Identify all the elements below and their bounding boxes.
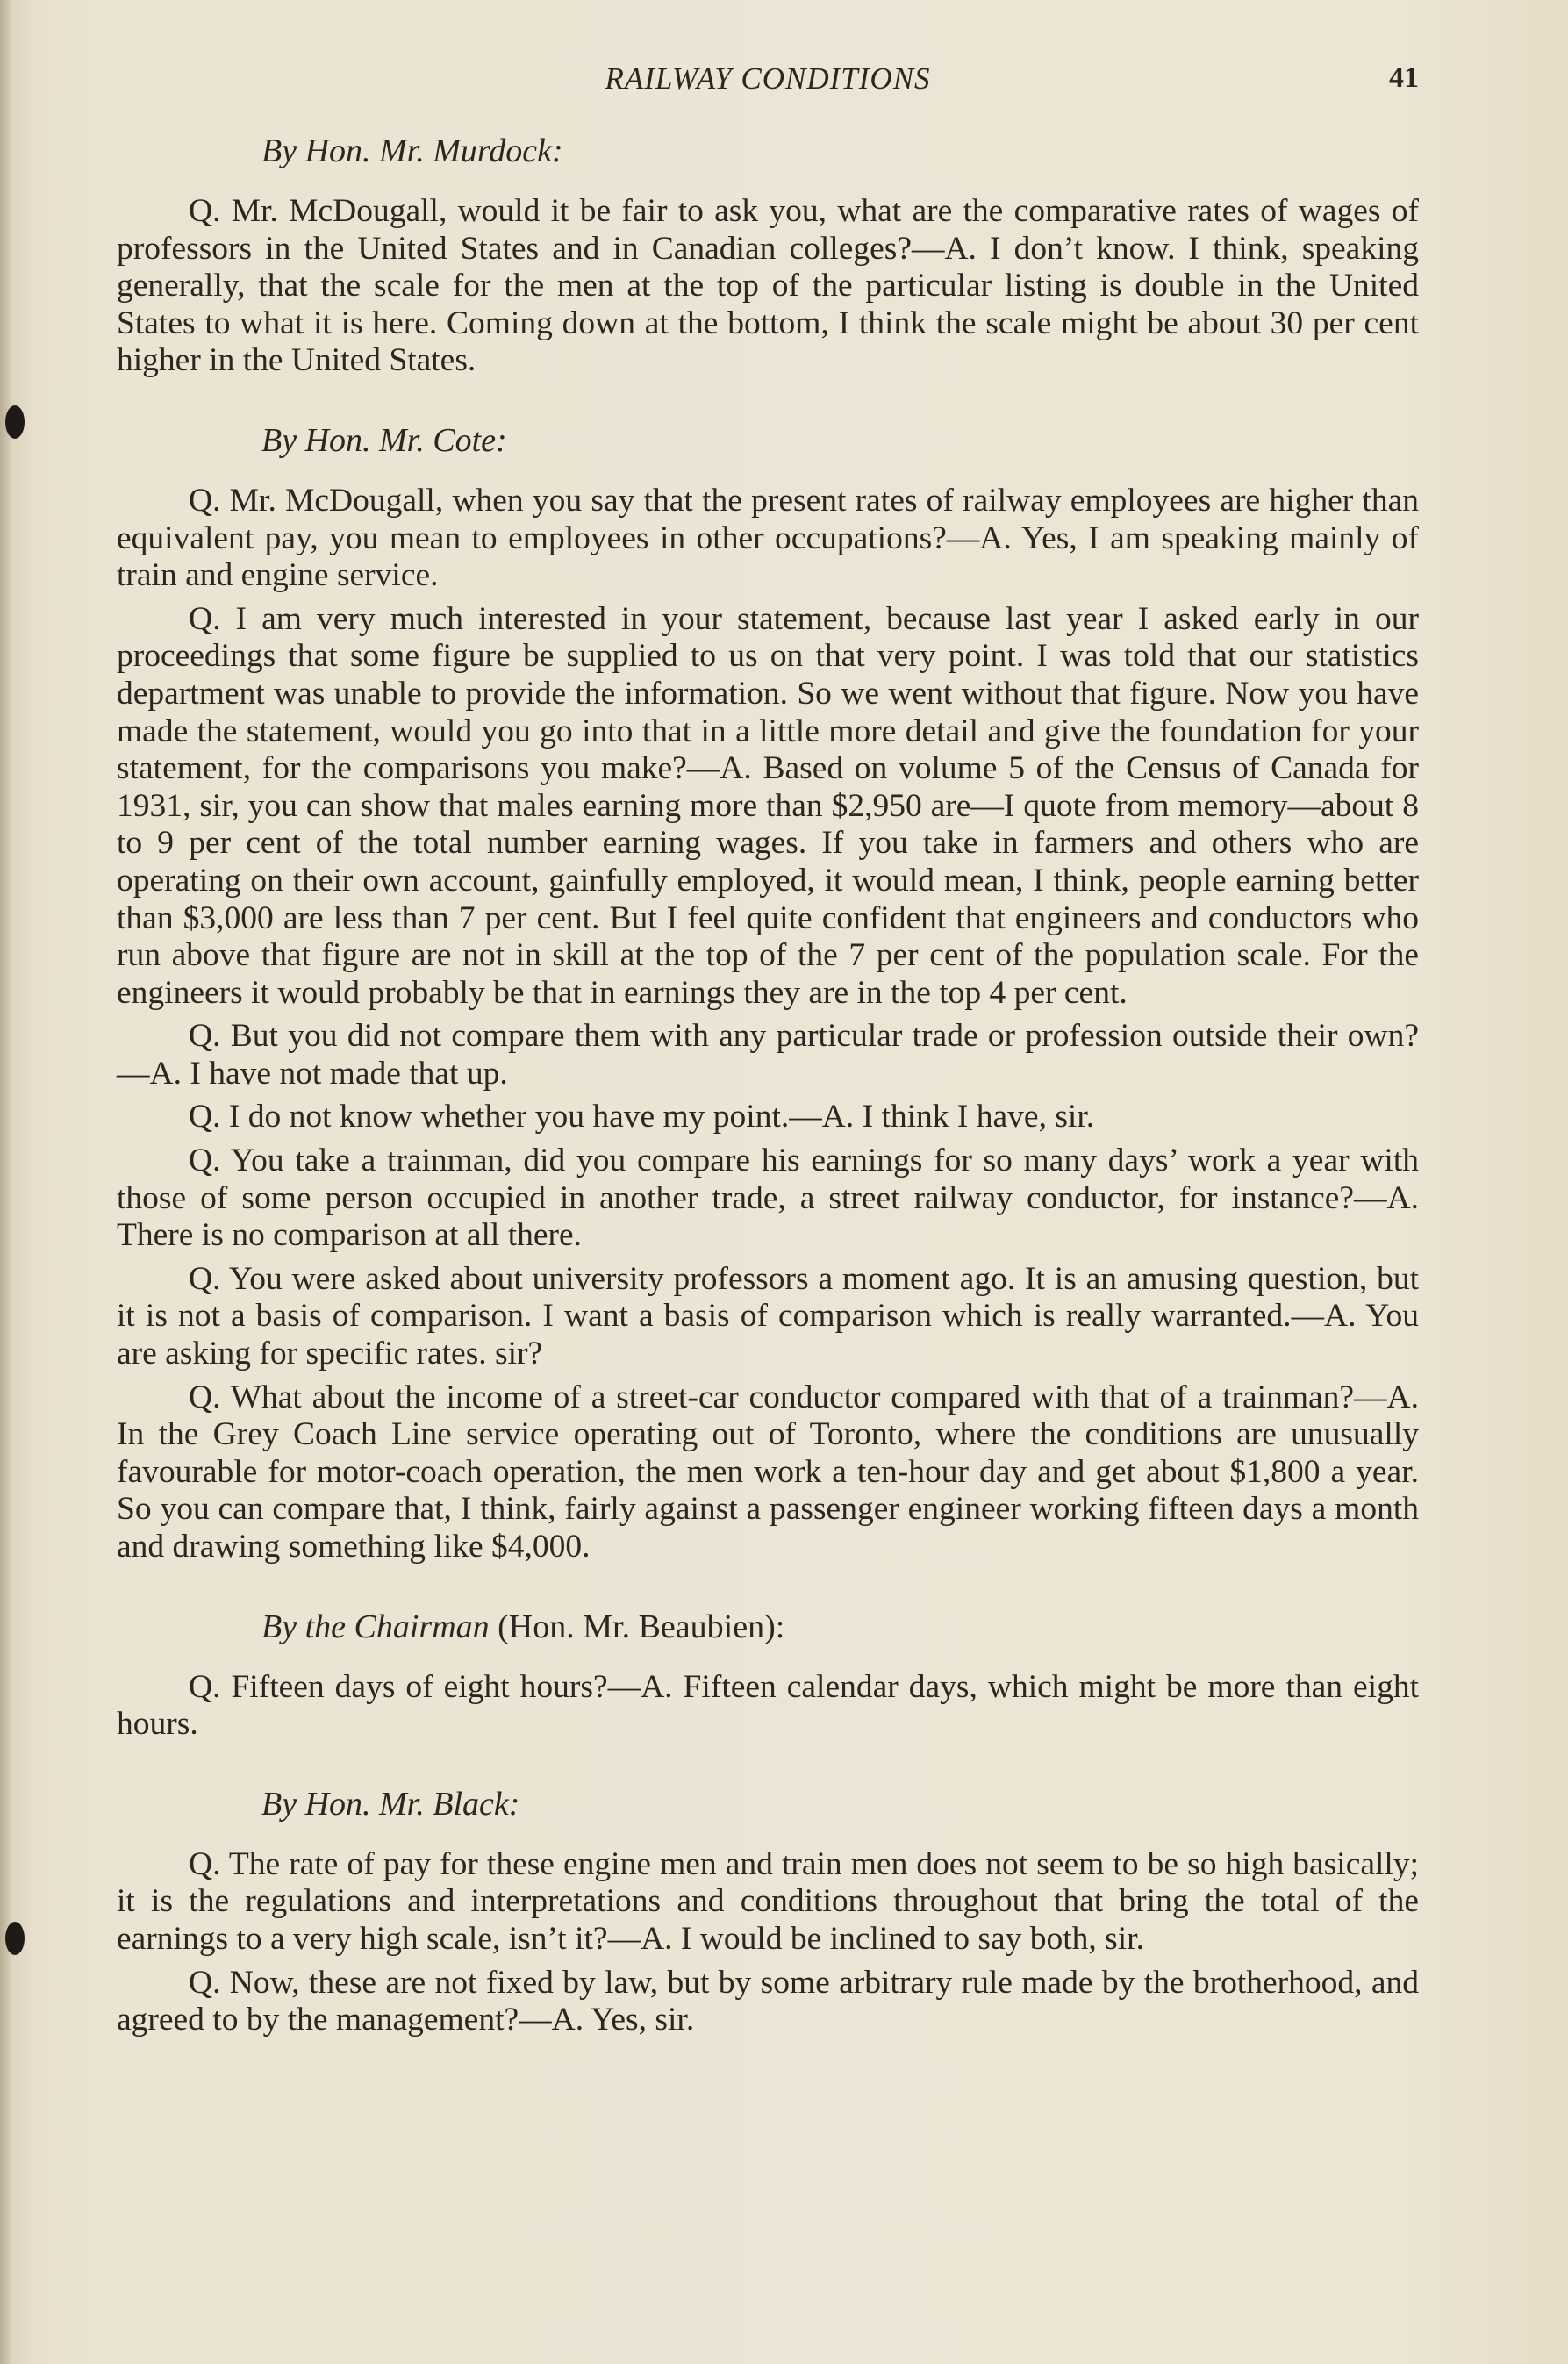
paragraph: Q. But you did not compare them with any particular trade or profession outside their own?—A. I have not made that up. bbox=[117, 1018, 1419, 1092]
paragraph: Q. Mr. McDougall, when you say that the present rates of railway employees are higher than equivalent pay, you mean to employees in other occupations?—A. Yes, I am speaking mainly of train and engine service. bbox=[117, 482, 1419, 594]
section-gap bbox=[117, 1572, 1419, 1608]
section-chairman bbox=[117, 1608, 1419, 1744]
paragraph: Q. Now, these are not fixed by law, but by some arbitrary rule made by the brotherhood, and agreed to by the management?—A. Yes, sir. bbox=[117, 1964, 1419, 2038]
paragraph: Q. Mr. McDougall, would it be fair to ask you, what are the comparative rates of wages of professors in the United States and in Canadian colleges?—A. I don’t know. I think, speaking generally, that the scale for the men at the top of the particular listing is double in the United States to what it is here. Coming down at the bottom, I think the scale might be about 30 per cent higher in the United States. bbox=[117, 193, 1419, 379]
page-number: 41 bbox=[1389, 61, 1419, 94]
paragraph: Q. I am very much interested in your statement, because last year I asked early in our proceedings that some figure be supplied to us on that very point. I was told that our statistics department was unable to provide the information. So we went without that figure. Now you have made the statement, would you go into that in a little more detail and give the foundation for your statement, for the comparisons you make?—A. Based on volume 5 of the Census of Canada for 1931, sir, you can show that males earning more than $2,950 are—I quote from memory—about 8 to 9 per cent of the total number earning wages. If you take in farmers and others who are operating on their own account, gainfully employed, it would mean, I think, people earning better than $3,000 are less than 7 per cent. But I feel quite confident that engineers and conductors who run above that figure are not in skill at the top of the 7 per cent of the population scale. For the engineers it would probably be that in earnings they are in the top 4 per cent. bbox=[117, 600, 1419, 1011]
speaker-name: By the Chairman bbox=[261, 1608, 490, 1645]
page-header bbox=[117, 61, 1419, 105]
speaker-suffix: (Hon. Mr. Beaubien): bbox=[489, 1608, 785, 1645]
section-gap bbox=[117, 386, 1419, 421]
section-black bbox=[117, 1785, 1419, 2039]
punch-hole-bottom bbox=[5, 1922, 25, 1955]
paragraph: Q. Fifteen days of eight hours?—A. Fifteen calendar days, which might be more than eight hours. bbox=[117, 1668, 1419, 1743]
section-gap bbox=[117, 1750, 1419, 1785]
binding-edge-shadow bbox=[0, 0, 12, 2364]
section-cote bbox=[117, 421, 1419, 1566]
page-body bbox=[117, 132, 1419, 2045]
paragraph: Q. You were asked about university professors a moment ago. It is an amusing question, but it is not a basis of comparison. I want a basis of comparison which is really warranted.—A. You are asking for specific rates. sir? bbox=[117, 1260, 1419, 1372]
punch-hole-top bbox=[5, 405, 25, 439]
paragraph: Q. The rate of pay for these engine men and train men does not seem to be so high basically; it is the regulations and interpretations and conditions throughout that bring the total of the earnings to a very high scale, isn’t it?—A. I would be inclined to say both, sir. bbox=[117, 1845, 1419, 1957]
paragraph: Q. You take a trainman, did you compare his earnings for so many days’ work a year with those of some person occupied in another trade, a street railway conductor, for instance?—A. There is no comparison at all there. bbox=[117, 1143, 1419, 1254]
running-head: RAILWAY CONDITIONS bbox=[605, 61, 931, 96]
paragraph: Q. I do not know whether you have my point.—A. I think I have, sir. bbox=[189, 1099, 1095, 1135]
speaker-heading: By Hon. Mr. Murdock: bbox=[261, 133, 563, 169]
section-murdock bbox=[117, 132, 1419, 380]
speaker-heading bbox=[261, 1608, 1419, 1646]
speaker-heading: By Hon. Mr. Black: bbox=[261, 1785, 520, 1823]
speaker-heading: By Hon. Mr. Cote: bbox=[261, 421, 507, 459]
paragraph: Q. What about the income of a street-car conductor compared with that of a trainman?—A. In the Grey Coach Line service operating out of Toronto, where the conditions are unusually favourable for motor-coach operation, the men work a ten-hour day and get about $1,800 a year. So you can compare that, I think, fairly against a passenger engineer working fifteen days a month and drawing something like $4,000. bbox=[117, 1379, 1419, 1565]
